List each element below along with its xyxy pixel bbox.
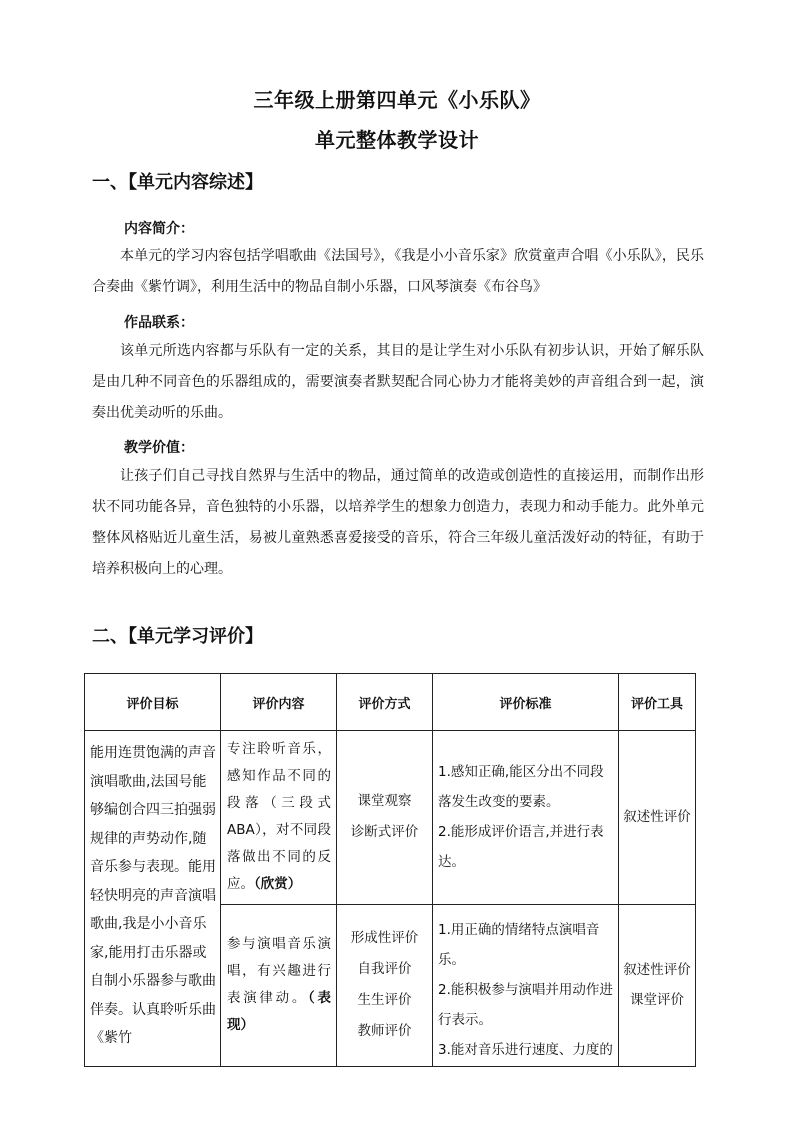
criteria-item: 2.能形成评价语言,并进行表达。 xyxy=(438,824,604,871)
method-item: 形成性评价 xyxy=(350,930,419,947)
criteria-item: 1.用正确的情绪特点演唱音乐。 xyxy=(438,921,600,968)
goal-text: 能用连贯饱满的声音演唱歌曲,法国号能够编创合四三拍强弱规律的声势动作,随音乐参与表现。能用轻快明亮的声音演唱歌曲,我是小小音乐家,能用打击乐器或自制小乐器参与歌曲伴奏。认真聆听乐曲《紫竹 xyxy=(90,745,216,1046)
criteria-item: 2.能积极参与演唱并用动作进行表示。 xyxy=(438,981,613,1028)
method-item: 诊断式评价 xyxy=(350,824,419,841)
method-item: 课堂观察 xyxy=(357,793,412,810)
tool-item: 叙述性评价 xyxy=(623,809,691,826)
method-item: 教师评价 xyxy=(357,1023,412,1040)
document-subtitle: 单元整体教学设计 xyxy=(315,128,479,152)
criteria-item: 3.能对音乐进行速度、力度的 xyxy=(438,1041,613,1058)
content-cell xyxy=(221,904,337,1066)
criteria-item: 1.感知正确,能区分出不同段落发生改变的要素。 xyxy=(438,764,604,811)
table-row xyxy=(85,731,696,905)
method-item: 自我评价 xyxy=(357,961,412,978)
content-tag: （欣赏） xyxy=(254,876,302,893)
table-header-row xyxy=(85,674,696,731)
content-text: 参与演唱音乐演唱，有兴趣进行表演律动。 xyxy=(227,936,331,1007)
goal-cell xyxy=(85,731,221,1067)
criteria-cell xyxy=(433,731,619,905)
intro-label: 内容简介： xyxy=(124,221,194,237)
section-heading-content-summary: 一、【单元内容综述】 xyxy=(92,172,263,193)
header-tool: 评价工具 xyxy=(619,674,696,731)
header-goal: 评价目标 xyxy=(85,674,221,731)
intro-paragraph: 本单元的学习内容包括学唱歌曲《法国号》，《我是小小音乐家》欣赏童声合唱《小乐队》，民乐合奏曲《紫竹调》，利用生活中的物品自制小乐器，口风琴演奏《布谷鸟》 xyxy=(92,248,704,295)
content-tag: （表现） xyxy=(227,990,332,1034)
method-cell xyxy=(337,731,433,905)
evaluation-table xyxy=(84,673,696,1067)
tool-cell xyxy=(619,731,696,905)
method-cell xyxy=(337,904,433,1066)
tool-item: 叙述性评价 xyxy=(623,962,691,979)
teaching-value-label: 教学价值： xyxy=(124,440,194,456)
section-heading-evaluation: 二、【单元学习评价】 xyxy=(92,626,263,647)
header-method: 评价方式 xyxy=(337,674,433,731)
works-link-paragraph: 该单元所选内容都与乐队有一定的关系，其目的是让学生对小乐队有初步认识，开始了解乐队是由几种不同音色的乐器组成的，需要演奏者默契配合同心协力才能将美妙的声音组合到一起，演奏出优美动听的乐曲。 xyxy=(92,343,704,421)
header-content: 评价内容 xyxy=(221,674,337,731)
header-criteria: 评价标准 xyxy=(433,674,619,731)
tool-item: 课堂评价 xyxy=(630,992,684,1009)
method-item: 生生评价 xyxy=(357,992,412,1009)
tool-cell xyxy=(619,904,696,1066)
works-link-label: 作品联系： xyxy=(124,315,194,331)
content-text: 专注聆听音乐，感知作品不同的段落（三段式ABA），对不同段落做出不同的反应。 xyxy=(227,741,331,893)
teaching-value-paragraph: 让孩子们自己寻找自然界与生活中的物品，通过简单的改造或创造性的直接运用，而制作出形状不同功能各异，音色独特的小乐器，以培养学生的想象力创造力，表现力和动手能力。此外单元整体风格贴近儿童生活，易被儿童熟悉喜爱接受的音乐，符合三年级儿童活泼好动的特征，有助于培养积极向上的心理。 xyxy=(92,468,704,577)
content-cell xyxy=(221,731,337,905)
document-title: 三年级上册第四单元《小乐队》 xyxy=(253,88,541,112)
criteria-cell xyxy=(433,904,619,1066)
